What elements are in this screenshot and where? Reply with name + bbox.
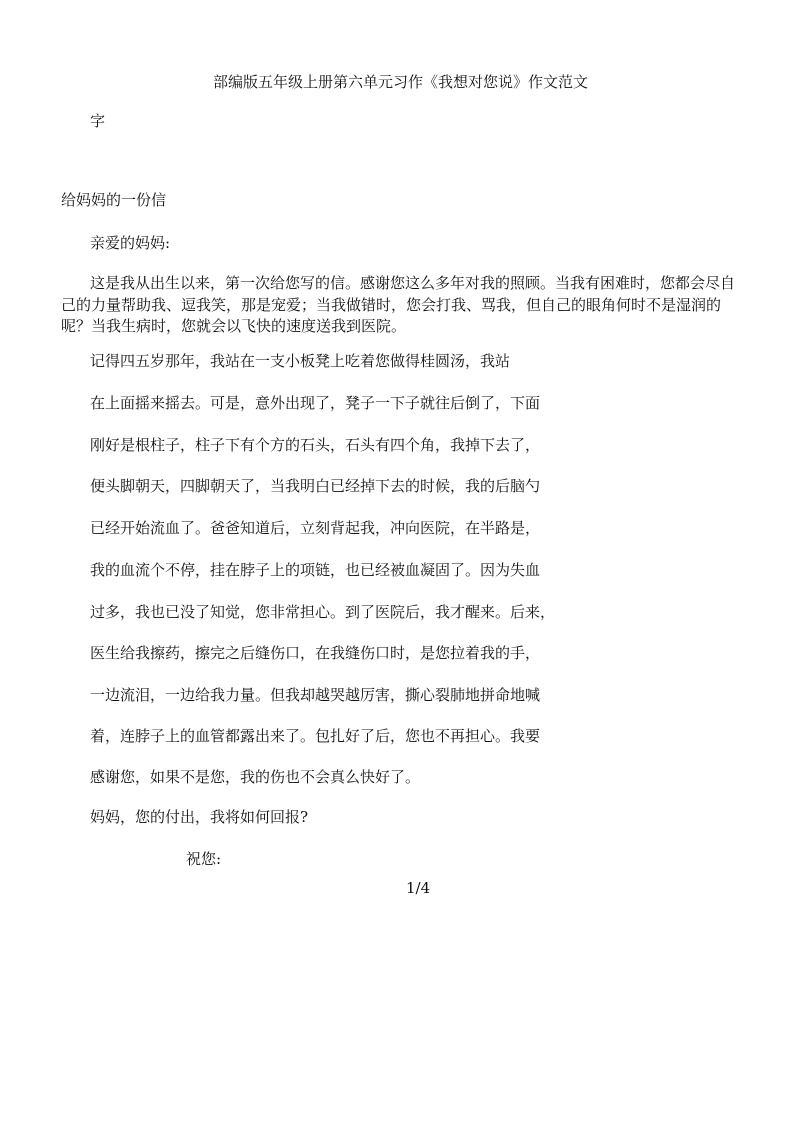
letter-line: 刚好是根柱子，柱子下有个方的石头，石头有四个角，我掉下去了， [90,436,541,454]
letter-line: 妈妈，您的付出，我将如何回报? [90,808,309,826]
letter-subtitle: 给妈妈的一份信 [61,191,167,209]
letter-line: 便头脚朝天，四脚朝天了，当我明白已经掉下去的时候，我的后脑勺 [90,477,541,495]
page-number: 1/4 [406,879,431,897]
letter-line: 我的血流个不停，挂在脖子上的项链，也已经被血凝固了。因为失血 [90,561,541,579]
letter-line: 过多，我也已没了知觉，您非常担心。到了医院后，我才醒来。后来， [90,603,556,621]
letter-greeting: 亲爱的妈妈: [90,234,171,252]
document-title: 部编版五年级上册第六单元习作《我想对您说》作文范文 [213,73,589,91]
letter-line: 已经开始流血了。爸爸知道后，立刻背起我，冲向医院，在半路是， [90,519,541,537]
letter-line: 医生给我擦药，擦完之后缝伤口，在我缝伤口时，是您拉着我的手， [90,644,541,662]
letter-line: 在上面摇来摇去。可是，意外出现了，凳子一下子就往后倒了，下面 [90,394,541,412]
letter-line: 着，连脖子上的血管都露出来了。包扎好了后，您也不再担心。我要 [90,727,541,745]
letter-closing: 祝您: [186,850,222,868]
letter-line: 记得四五岁那年，我站在一支小板凳上吃着您做得桂圆汤，我站 [90,352,511,370]
letter-line: 一边流泪，一边给我力量。但我却越哭越厉害，撕心裂肺地拼命地喊 [90,686,541,704]
letter-line: 感谢您，如果不是您，我的伤也不会真么快好了。 [90,768,421,786]
letter-paragraph-intro: 这是我从出生以来，第一次给您写的信。感谢您这么多年对我的照顾。当我有困难时，您都会尽自己的力量帮助我、逗我笑，那是宠爱；当我做错时，您会打我、骂我，但自己的眼角何时不是湿润的呢？当我生病时，您就会以飞快的速度送我到医院。 [61,274,736,335]
stray-character: 字 [90,112,106,130]
